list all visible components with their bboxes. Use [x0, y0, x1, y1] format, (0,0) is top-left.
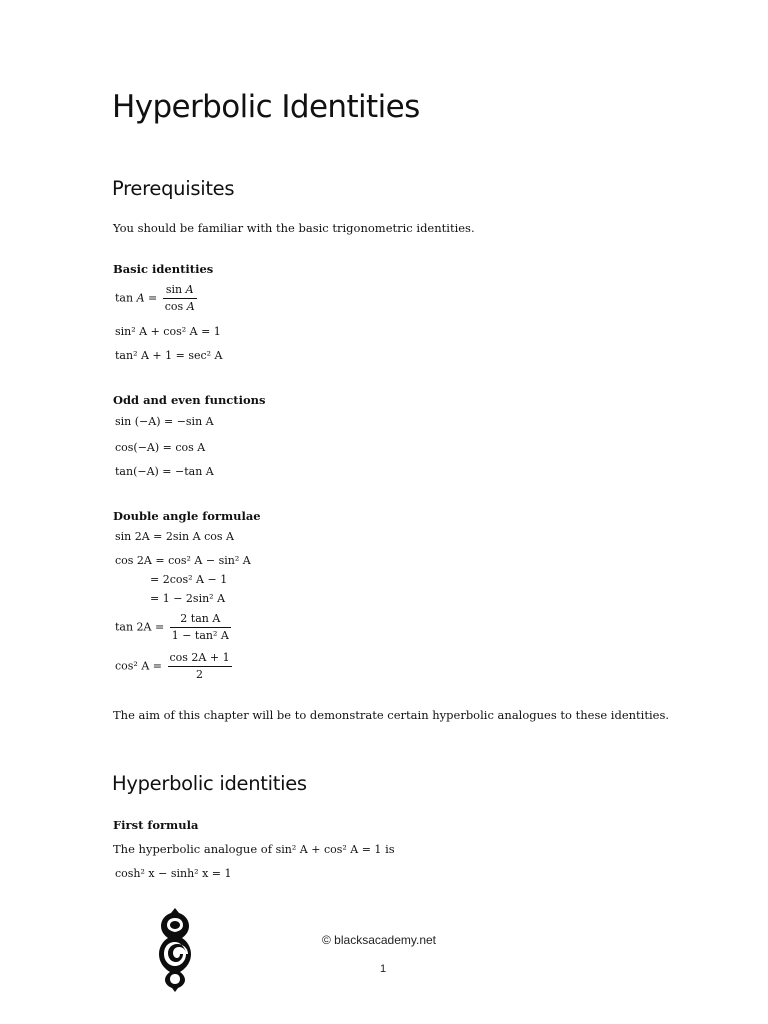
equation-cos-even: cos(−A) = cos A — [115, 441, 206, 454]
subheading-double-angle: Double angle formulae — [113, 509, 261, 523]
copyright-text: © blacksacademy.net — [322, 933, 437, 947]
equation-tan-ratio: tan A = $\frac{\text{sin A}}{\text{cos A}}$ — [115, 283, 195, 313]
blacks-academy-logo — [156, 906, 194, 992]
equation-tan-double: tan 2A = $\frac{\text{2 tan A}}{\text{1 − tan² A}}$ — [115, 612, 229, 642]
equation-cos-double-alt2: = 1 − 2sin² A — [150, 592, 226, 605]
page-title: Hyperbolic Identities — [112, 89, 420, 125]
equation-sin-odd: sin (−A) = −sin A — [115, 415, 214, 428]
page-number: 1 — [380, 963, 387, 975]
equation-pythagorean: sin² A + cos² A = 1 — [115, 325, 221, 338]
equation-tan-sec: tan² A + 1 = sec² A — [115, 349, 223, 362]
equation-hyperbolic-pythagorean: cosh² x − sinh² x = 1 — [115, 867, 232, 880]
section-heading-prerequisites: Prerequisites — [112, 177, 235, 200]
section-heading-hyperbolic: Hyperbolic identities — [112, 772, 307, 795]
equation-cos-double-alt1: = 2cos² A − 1 — [150, 573, 228, 586]
subheading-basic-identities: Basic identities — [113, 262, 214, 276]
equation-cos-double: cos 2A = cos² A − sin² A — [115, 554, 251, 567]
intro-paragraph: You should be familiar with the basic trigonometric identities. — [113, 221, 475, 235]
equation-cos-squared: cos² A = $\frac{\cos 2A + 1}{2}$ — [115, 651, 230, 681]
first-formula-text: The hyperbolic analogue of sin² A + cos² A = 1 is — [113, 842, 395, 856]
equation-tan-odd: tan(−A) = −tan A — [115, 465, 214, 478]
subheading-first-formula: First formula — [113, 818, 199, 832]
aim-paragraph: The aim of this chapter will be to demonstrate certain hyperbolic analogues to these identities. — [113, 708, 670, 722]
equation-sin-double: sin 2A = 2sin A cos A — [115, 530, 234, 543]
subheading-odd-even: Odd and even functions — [113, 393, 266, 407]
